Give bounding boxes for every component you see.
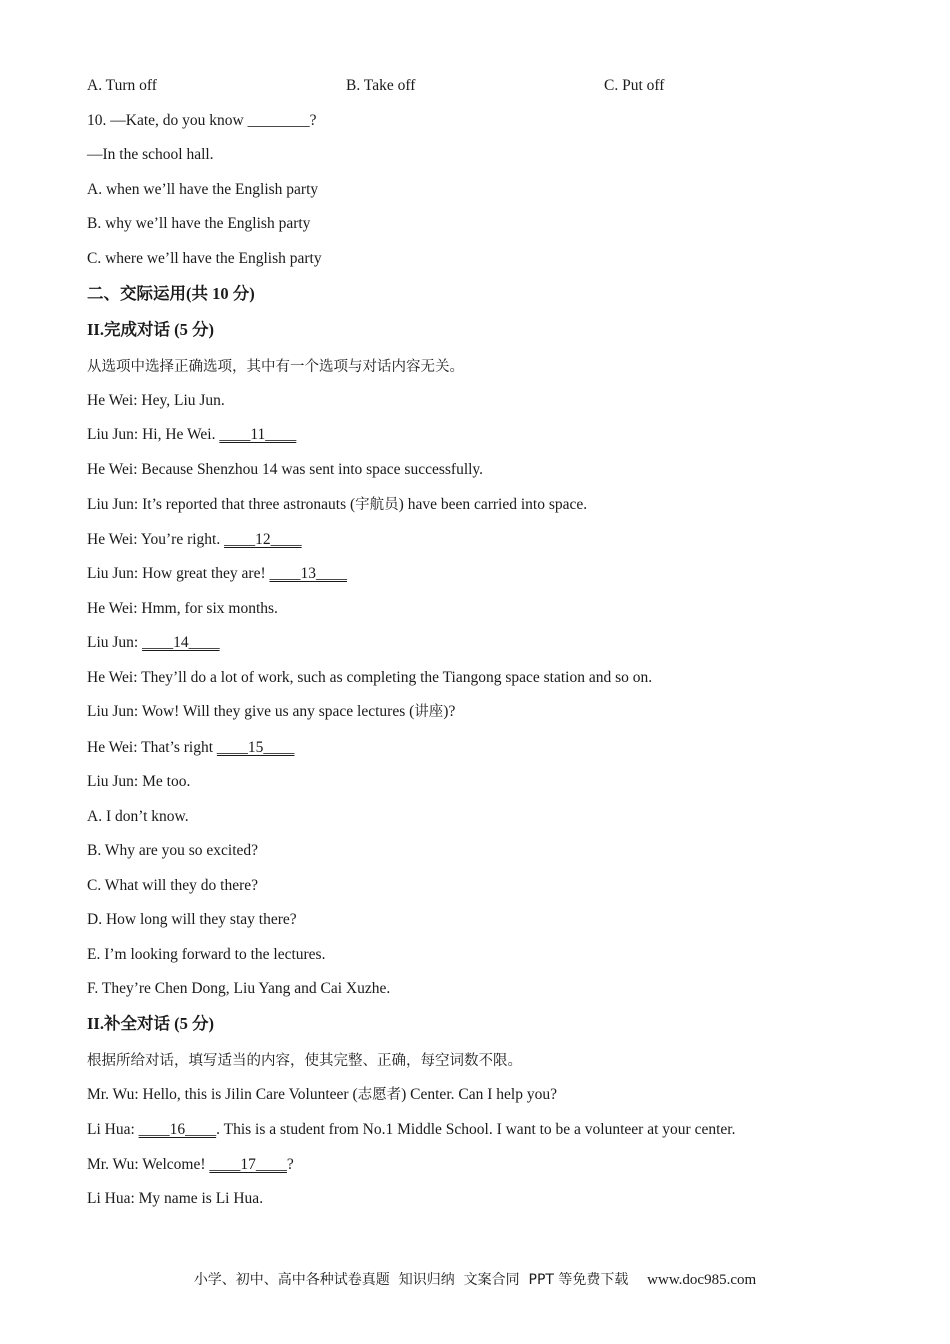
dialogue-line-11-text: He Wei: That’s right [87,739,217,756]
dialogue-line-6 [87,564,347,584]
q9-option-b: B. Take off [346,77,416,94]
part2-title: II.补全对话 (5 分) [87,1014,214,1033]
dialogue-line-4 [87,495,587,515]
part1-option-c: C. What will they do there? [87,877,259,894]
dialogue-line-8-text: Liu Jun: [87,634,143,651]
dialogue-line-10-gloss: 讲座 [414,704,444,720]
dialogue2-line-3-end: ? [286,1156,294,1173]
blank-11: ____11____ [219,426,297,443]
dialogue-line-10-end: )? [443,703,456,720]
q9-option-a: A. Turn off [87,77,157,94]
dialogue-line-2-text: Liu Jun: Hi, He Wei. [87,426,220,443]
dialogue-line-6-text: Liu Jun: How great they are! [87,565,270,582]
q10-option-b: B. why we’ll have the English party [87,215,311,232]
q9-option-c: C. Put off [604,77,665,94]
blank-12: ____12____ [224,531,302,548]
part1-option-a: A. I don’t know. [87,808,189,825]
blank-13: ____13____ [269,565,347,582]
dialogue2-line-3 [87,1155,294,1175]
dialogue2-line-2-end: . This is a student from No.1 Middle School. I want to be a volunteer at your center. [216,1121,736,1138]
dialogue-line-7: He Wei: Hmm, for six months. [87,600,278,617]
q10-stem-text: 10. —Kate, do you know [87,112,248,129]
dialogue-line-9: He Wei: They’ll do a lot of work, such as completing the Tiangong space station and so on. [87,669,653,686]
dialogue2-line-1-gloss: 志愿者 [357,1087,402,1103]
dialogue-line-11 [87,738,294,758]
footer-text: 小学、初中、高中各种试卷真题 知识归纳 文案合同 PPT 等免费下载 [193,1272,629,1288]
dialogue-line-12: Liu Jun: Me too. [87,773,191,790]
dialogue-line-4-gloss: 宇航员 [355,497,399,513]
page-footer [0,1270,950,1290]
footer-url[interactable]: www.doc985.com [647,1272,757,1288]
section-title: 二、交际运用(共 10 分) [87,284,255,303]
dialogue2-line-3-text: Mr. Wu: Welcome! [87,1156,210,1173]
dialogue-line-1: He Wei: Hey, Liu Jun. [87,392,225,409]
dialogue-line-4-text: Liu Jun: It’s reported that three astronauts ( [87,496,356,513]
dialogue-line-5-text: He Wei: You’re right. [87,531,225,548]
part1-option-d: D. How long will they stay there? [87,911,297,928]
dialogue-line-10-text: Liu Jun: Wow! Will they give us any space lectures ( [87,703,415,720]
dialogue2-line-2 [87,1120,735,1140]
dialogue-line-2 [87,425,296,445]
dialogue2-line-4: Li Hua: My name is Li Hua. [87,1190,264,1207]
dialogue-line-3: He Wei: Because Shenzhou 14 was sent into space successfully. [87,461,484,478]
dialogue-line-10 [87,702,455,722]
part1-instruction: 从选项中选择正确选项，其中有一个选项与对话内容无关。 [87,359,464,375]
dialogue2-line-1 [87,1085,557,1105]
dialogue-line-5 [87,530,302,550]
q10-stem-end: ? [309,112,317,129]
dialogue2-line-1-end: ) Center. Can I help you? [401,1086,557,1103]
part1-title: II.完成对话 (5 分) [87,320,214,339]
blank-14: ____14____ [142,634,220,651]
part1-option-f: F. They’re Chen Dong, Liu Yang and Cai Xuzhe. [87,980,391,997]
q10-blank: ________ [247,112,310,129]
blank-15: ____15____ [216,739,295,756]
dialogue-line-8 [87,633,220,653]
q10-option-a: A. when we’ll have the English party [87,181,319,198]
blank-17: ____17____ [209,1156,287,1173]
part1-option-b: B. Why are you so excited? [87,842,259,859]
dialogue2-line-2-text: Li Hua: [87,1121,139,1138]
dialogue-line-4-end: ) have been carried into space. [398,496,588,513]
part1-option-e: E. I’m looking forward to the lectures. [87,946,326,963]
dialogue2-line-1-text: Mr. Wu: Hello, this is Jilin Care Volunteer ( [87,1086,358,1103]
blank-16: ____16____ [138,1121,217,1138]
q10-stem [87,111,316,131]
part2-instruction: 根据所给对话，填写适当的内容，使其完整、正确，每空词数不限。 [87,1053,522,1069]
q10-answer: —In the school hall. [87,146,214,163]
q10-option-c: C. where we’ll have the English party [87,250,322,267]
